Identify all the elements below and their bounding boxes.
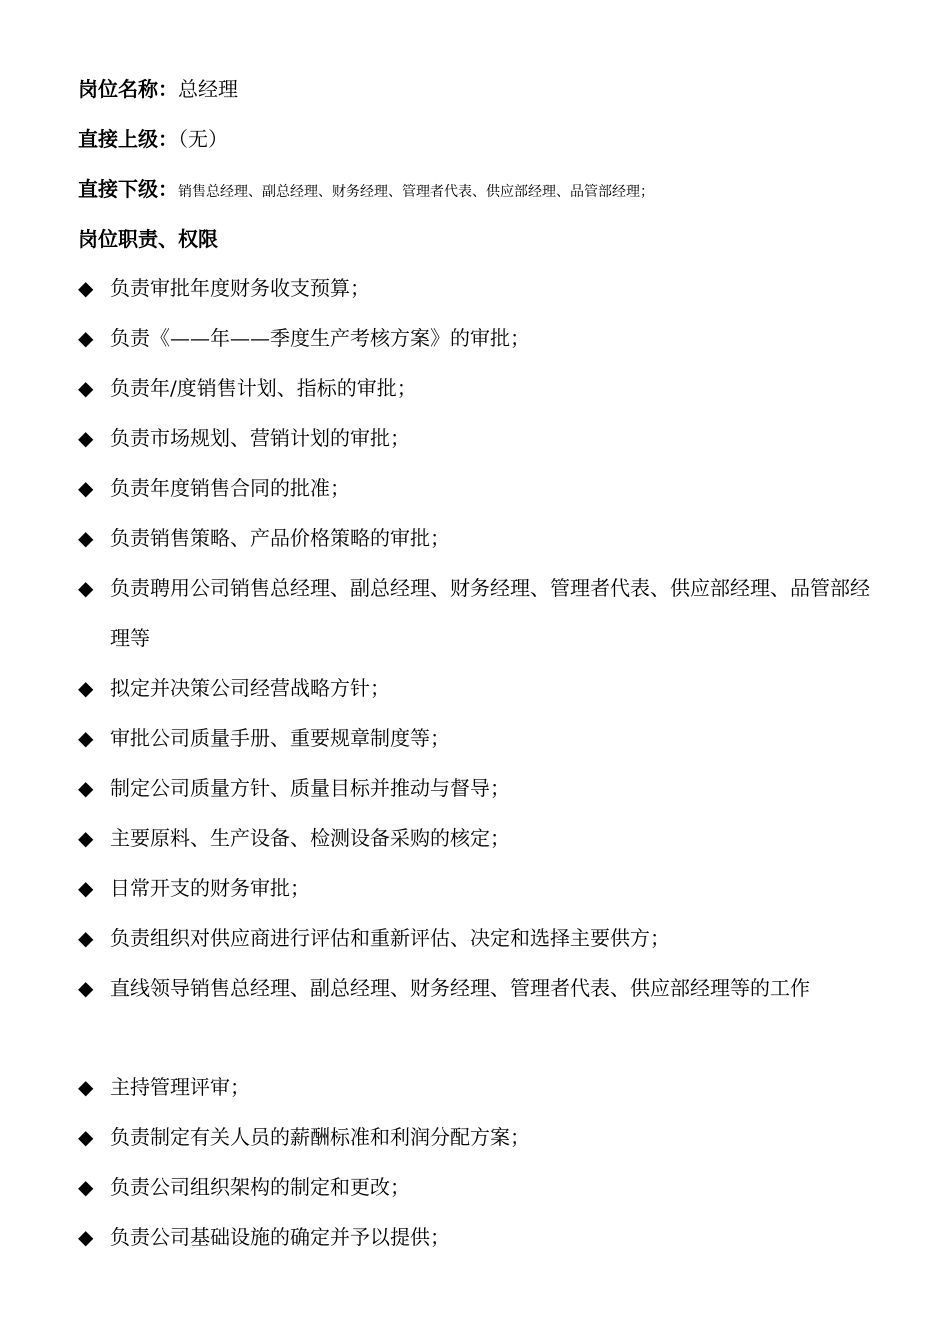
position-name-label: 岗位名称： — [78, 77, 178, 101]
diamond-bullet-icon: ◆ — [78, 476, 94, 500]
duty-text: 主持管理评审； — [110, 1075, 250, 1099]
duty-item — [78, 823, 888, 863]
duty-text: 负责年度销售合同的批准； — [110, 476, 350, 500]
duty-text: 负责市场规划、营销计划的审批； — [110, 426, 410, 450]
duty-item — [78, 423, 888, 463]
duty-text: 审批公司质量手册、重要规章制度等； — [110, 726, 450, 750]
duty-text: 负责公司基础设施的确定并予以提供； — [110, 1225, 450, 1249]
diamond-bullet-icon: ◆ — [78, 776, 94, 800]
duty-text: 负责年/度销售计划、指标的审批； — [110, 376, 417, 400]
duty-text: 负责公司组织架构的制定和更改； — [110, 1175, 410, 1199]
duty-item — [78, 373, 888, 413]
diamond-bullet-icon: ◆ — [78, 576, 94, 600]
duty-item — [78, 723, 888, 763]
duty-text: 制定公司质量方针、质量目标并推动与督导； — [110, 776, 510, 800]
duty-item — [78, 773, 888, 813]
diamond-bullet-icon: ◆ — [78, 1175, 94, 1199]
direct-superior-value: （无） — [178, 127, 228, 151]
duty-text: 负责聘用公司销售总经理、副总经理、财务经理、管理者代表、供应部经理、品管部经理等 — [110, 576, 870, 650]
duty-item — [78, 673, 888, 713]
diamond-bullet-icon: ◆ — [78, 326, 94, 350]
duty-item — [78, 1072, 888, 1112]
duty-item — [78, 473, 888, 513]
duty-item — [78, 523, 888, 563]
duty-item — [78, 973, 888, 1013]
diamond-bullet-icon: ◆ — [78, 1225, 94, 1249]
duty-item — [78, 1222, 888, 1262]
duty-text: 负责审批年度财务收支预算； — [110, 276, 370, 300]
diamond-bullet-icon: ◆ — [78, 1125, 94, 1149]
duty-item — [78, 573, 888, 663]
direct-subordinates-label: 直接下级： — [78, 177, 178, 201]
duty-text: 负责组织对供应商进行评估和重新评估、决定和选择主要供方； — [110, 926, 670, 950]
duty-item — [78, 1122, 888, 1162]
duty-item — [78, 923, 888, 963]
diamond-bullet-icon: ◆ — [78, 826, 94, 850]
duties-heading: 岗位职责、权限 — [78, 227, 218, 251]
duty-text: 拟定并决策公司经营战略方针； — [110, 676, 390, 700]
duty-text: 负责《——年——季度生产考核方案》的审批； — [110, 326, 530, 350]
position-name-value: 总经理 — [178, 77, 238, 101]
direct-superior-row — [78, 124, 228, 156]
diamond-bullet-icon: ◆ — [78, 526, 94, 550]
diamond-bullet-icon: ◆ — [78, 726, 94, 750]
diamond-bullet-icon: ◆ — [78, 976, 94, 1000]
position-name-row — [78, 74, 238, 106]
duty-text: 主要原料、生产设备、检测设备采购的核定； — [110, 826, 510, 850]
direct-subordinates-value: 销售总经理、副总经理、财务经理、管理者代表、供应部经理、品管部经理； — [178, 184, 654, 200]
duty-text: 负责制定有关人员的薪酬标准和利润分配方案； — [110, 1125, 530, 1149]
diamond-bullet-icon: ◆ — [78, 676, 94, 700]
diamond-bullet-icon: ◆ — [78, 1075, 94, 1099]
diamond-bullet-icon: ◆ — [78, 426, 94, 450]
diamond-bullet-icon: ◆ — [78, 926, 94, 950]
duty-text: 日常开支的财务审批； — [110, 876, 310, 900]
duty-text: 直线领导销售总经理、副总经理、财务经理、管理者代表、供应部经理等的工作 — [110, 976, 810, 1000]
direct-superior-label: 直接上级： — [78, 127, 178, 151]
duty-item — [78, 323, 888, 363]
diamond-bullet-icon: ◆ — [78, 876, 94, 900]
duty-text: 负责销售策略、产品价格策略的审批； — [110, 526, 450, 550]
diamond-bullet-icon: ◆ — [78, 276, 94, 300]
direct-subordinates-row — [78, 174, 654, 207]
duty-item — [78, 1172, 888, 1212]
duty-item — [78, 273, 888, 313]
duty-item — [78, 873, 888, 913]
diamond-bullet-icon: ◆ — [78, 376, 94, 400]
